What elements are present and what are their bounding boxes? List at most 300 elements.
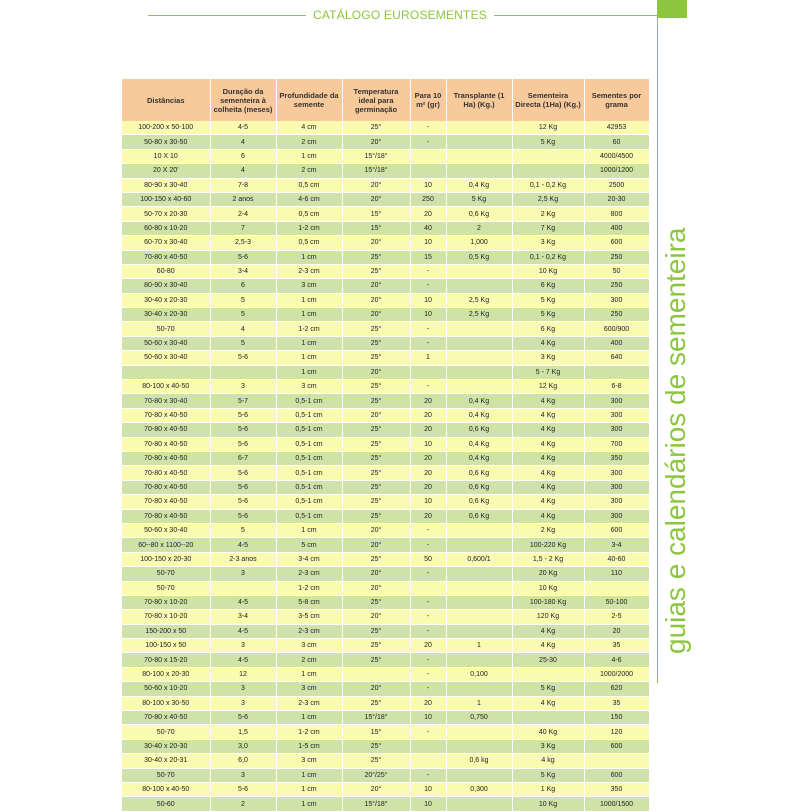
table-cell: 1-2 cm [276, 581, 342, 595]
table-cell: - [410, 653, 446, 667]
table-cell: 6 [210, 279, 276, 293]
table-cell: 600 [584, 739, 649, 753]
header-rule-right [494, 15, 657, 16]
table-cell: 70-80 x 40-50 [122, 451, 210, 465]
table-cell: - [410, 380, 446, 394]
table-row [122, 480, 649, 494]
table-cell: 600/900 [584, 322, 649, 336]
table-cell: 4 [210, 322, 276, 336]
table-row [122, 696, 649, 710]
table-cell: 6,0 [210, 754, 276, 768]
table-cell: 2 anos [210, 192, 276, 206]
table-cell: 3 Kg [512, 236, 584, 250]
table-cell: - [410, 322, 446, 336]
table-row [122, 121, 649, 135]
table-cell: 400 [584, 336, 649, 350]
table-cell [584, 365, 649, 379]
table-cell: 20° [342, 408, 410, 422]
table-cell: 25° [342, 595, 410, 609]
table-cell [446, 581, 512, 595]
table-row [122, 581, 649, 595]
table-cell: 20 [410, 423, 446, 437]
table-row [122, 595, 649, 609]
table-row [122, 192, 649, 206]
table-cell: 2,5 Kg [512, 192, 584, 206]
table-cell: 20 [410, 408, 446, 422]
table-cell [446, 380, 512, 394]
table-cell: 1 cm [276, 782, 342, 796]
table-cell: 20 [410, 394, 446, 408]
table-cell [410, 365, 446, 379]
table-cell: 0,5-1 cm [276, 466, 342, 480]
table-cell: 10 [410, 797, 446, 811]
table-cell: 30-40 x 20-30 [122, 739, 210, 753]
table-cell: 2,5-3 [210, 236, 276, 250]
col-header: Transplante (1 Ha) (Kg.) [446, 79, 512, 121]
table-cell [410, 164, 446, 178]
table-cell: 20 [410, 639, 446, 653]
table-cell: 0,6 kg [446, 754, 512, 768]
table-cell: 15 [410, 250, 446, 264]
table-cell: 60 [584, 135, 649, 149]
table-cell: 5 [210, 293, 276, 307]
table-cell: 0,5 Kg [446, 250, 512, 264]
table-cell: 25° [342, 754, 410, 768]
table-cell: 5 cm [276, 538, 342, 552]
table-cell: 0,1 - 0,2 Kg [512, 250, 584, 264]
table-cell: 350 [584, 451, 649, 465]
table-cell: 4-5 [210, 595, 276, 609]
table-cell: 1 cm [276, 768, 342, 782]
table-cell: 30-40 x 20-30 [122, 308, 210, 322]
table-cell: 50-70 [122, 581, 210, 595]
table-cell: 70-80 x 10-20 [122, 610, 210, 624]
table-cell: 80-100 x 40-50 [122, 782, 210, 796]
table-cell: 1,5 [210, 725, 276, 739]
col-header: Sementes por grama [584, 79, 649, 121]
table-cell: 20 [410, 696, 446, 710]
table-cell: 5-6 [210, 495, 276, 509]
table-row [122, 639, 649, 653]
table-cell: 4-5 [210, 121, 276, 135]
table-cell: 10 [410, 293, 446, 307]
table-cell [446, 365, 512, 379]
table-cell: 0,6 Kg [446, 509, 512, 523]
table-cell: 2,5 Kg [446, 308, 512, 322]
table-cell: 25° [342, 696, 410, 710]
table-cell: 3 cm [276, 279, 342, 293]
table-row [122, 408, 649, 422]
table-row [122, 149, 649, 163]
table-cell [512, 711, 584, 725]
table-cell: 300 [584, 480, 649, 494]
table-cell: 70-80 x 40-50 [122, 509, 210, 523]
table-cell: 25-30 [512, 653, 584, 667]
table-cell: 25° [342, 480, 410, 494]
table-row [122, 164, 649, 178]
table-row [122, 264, 649, 278]
table-cell: - [410, 538, 446, 552]
table-cell: 20° [342, 538, 410, 552]
table-cell: 300 [584, 293, 649, 307]
table-cell: 60-80 x 10-20 [122, 221, 210, 235]
table-cell: 25° [342, 552, 410, 566]
table-cell: 70-80 x 40-50 [122, 495, 210, 509]
table-cell: 1 cm [276, 308, 342, 322]
table-cell: - [410, 682, 446, 696]
table-cell: 0,4 Kg [446, 394, 512, 408]
table-cell: 0,1 - 0,2 Kg [512, 178, 584, 192]
table-cell: 100-150 x 50 [122, 639, 210, 653]
table-cell [446, 336, 512, 350]
table-cell: 5-6 [210, 782, 276, 796]
table-cell: 15° [342, 221, 410, 235]
table-cell: 25° [342, 394, 410, 408]
catalog-title: CATÁLOGO EUROSEMENTES [312, 8, 487, 22]
table-cell: 2-3 cm [276, 696, 342, 710]
table-cell [410, 739, 446, 753]
table-cell: - [410, 768, 446, 782]
table-cell: 4 Kg [512, 336, 584, 350]
table-row [122, 567, 649, 581]
table-cell: 60-70 x 30-40 [122, 236, 210, 250]
table-cell: 50-70 [122, 768, 210, 782]
table-cell: 20° [342, 682, 410, 696]
table-cell: 25° [342, 250, 410, 264]
table-cell: 20° [342, 581, 410, 595]
table-cell: 4 Kg [512, 696, 584, 710]
table-cell: 2 Kg [512, 523, 584, 537]
table-cell: 5-6 [210, 480, 276, 494]
table-cell: 6 Kg [512, 322, 584, 336]
table-row [122, 523, 649, 537]
table-cell: 4 Kg [512, 451, 584, 465]
table-row [122, 653, 649, 667]
table-cell: 250 [584, 308, 649, 322]
table-cell [210, 581, 276, 595]
table-cell: 70-80 x 40-50 [122, 250, 210, 264]
table-cell: 6 [210, 149, 276, 163]
table-cell: 42953 [584, 121, 649, 135]
table-cell: 0,5-1 cm [276, 408, 342, 422]
table-row [122, 336, 649, 350]
table-cell: 2 cm [276, 164, 342, 178]
table-cell: 50-100 [584, 595, 649, 609]
table-cell: 1000/1500 [584, 797, 649, 811]
table-cell: 20° [342, 293, 410, 307]
table-cell: 7-8 [210, 178, 276, 192]
side-tab [657, 0, 687, 18]
table-cell: 70-80 x 40-50 [122, 408, 210, 422]
table-cell: 15°/18° [342, 149, 410, 163]
table-cell: 0,5-1 cm [276, 423, 342, 437]
table-row [122, 797, 649, 811]
table-cell: 25° [342, 264, 410, 278]
table-cell [446, 279, 512, 293]
table-row [122, 624, 649, 638]
table-cell: 4 Kg [512, 437, 584, 451]
table-cell: 3 cm [276, 639, 342, 653]
table-row [122, 351, 649, 365]
table-cell: 35 [584, 696, 649, 710]
table-cell: 1 Kg [512, 782, 584, 796]
table-cell: 10 [410, 236, 446, 250]
table-cell: 4-5 [210, 624, 276, 638]
table-cell: 4 Kg [512, 480, 584, 494]
table-cell: 10 [410, 437, 446, 451]
table-cell: 3 [210, 639, 276, 653]
table-cell: 3 cm [276, 682, 342, 696]
table-cell: 1 cm [276, 797, 342, 811]
table-cell: - [410, 523, 446, 537]
table-row [122, 451, 649, 465]
table-cell: 0,100 [446, 667, 512, 681]
table-cell: 6-8 [584, 380, 649, 394]
table-cell: 15° [342, 725, 410, 739]
table-cell: 0,6 Kg [446, 466, 512, 480]
table-cell: 25° [342, 639, 410, 653]
table-cell: 120 Kg [512, 610, 584, 624]
table-cell: 100-150 x 20-30 [122, 552, 210, 566]
table-cell: 20° [342, 365, 410, 379]
table-cell: 4 kg [512, 754, 584, 768]
table-cell: 25° [342, 351, 410, 365]
table-cell: 1 cm [276, 523, 342, 537]
table-cell: 0,5-1 cm [276, 495, 342, 509]
table-cell: 5 Kg [512, 135, 584, 149]
table-cell [446, 567, 512, 581]
table-cell: - [410, 595, 446, 609]
table-cell: 25° [342, 437, 410, 451]
table-cell: 70-80 x 30-40 [122, 394, 210, 408]
col-header: Duração da sementeira à colheita (meses) [210, 79, 276, 121]
table-cell: 10 [410, 711, 446, 725]
table-cell: 20° [342, 192, 410, 206]
table-cell: 1 cm [276, 293, 342, 307]
table-cell [342, 667, 410, 681]
table-cell: 2 cm [276, 135, 342, 149]
table-cell: 0,6 Kg [446, 480, 512, 494]
table-row [122, 394, 649, 408]
table-cell: 0,300 [446, 782, 512, 796]
table-cell: 5 Kg [446, 192, 512, 206]
table-cell [446, 149, 512, 163]
table-row [122, 293, 649, 307]
table-cell: 2-5 [584, 610, 649, 624]
table-cell: 1 cm [276, 336, 342, 350]
table-cell: 0,4 Kg [446, 437, 512, 451]
table-cell: 3 cm [276, 754, 342, 768]
table-row [122, 437, 649, 451]
table-cell: - [410, 725, 446, 739]
col-header: Para 10 m² (gr) [410, 79, 446, 121]
table-cell: 2500 [584, 178, 649, 192]
table-cell: - [410, 667, 446, 681]
table-cell [122, 365, 210, 379]
table-cell: 1-2 cm [276, 322, 342, 336]
table-cell: 50-70 [122, 725, 210, 739]
table-cell: 4 Kg [512, 423, 584, 437]
table-cell [446, 523, 512, 537]
table-cell: 3 Kg [512, 351, 584, 365]
table-cell: 40 [410, 221, 446, 235]
table-cell: 20°/25° [342, 768, 410, 782]
table-cell: - [410, 279, 446, 293]
table-cell: 12 Kg [512, 121, 584, 135]
table-cell: 0,5 cm [276, 236, 342, 250]
table-cell: 20° [342, 782, 410, 796]
table-cell: 80-90 x 30-40 [122, 178, 210, 192]
table-cell: 2,5 Kg [446, 293, 512, 307]
table-cell: 40-60 [584, 552, 649, 566]
table-cell: 700 [584, 437, 649, 451]
table-cell: 3 [210, 696, 276, 710]
table-cell: 50-60 x 30-40 [122, 336, 210, 350]
table-cell: 25° [342, 451, 410, 465]
table-cell: 2 [446, 221, 512, 235]
table-cell: 60-80 [122, 264, 210, 278]
table-row [122, 279, 649, 293]
table-cell: 2-3 anos [210, 552, 276, 566]
table-cell: 20-30 [584, 192, 649, 206]
table-row [122, 768, 649, 782]
table-cell: 30-40 x 20-30 [122, 293, 210, 307]
table-cell: 0,5-1 cm [276, 480, 342, 494]
table-cell: 4-5 [210, 538, 276, 552]
table-cell: 3-4 cm [276, 552, 342, 566]
table-cell: 80-90 x 30-40 [122, 279, 210, 293]
table-cell: 300 [584, 495, 649, 509]
table-cell: 25° [342, 466, 410, 480]
table-cell: 20° [342, 610, 410, 624]
table-cell [446, 164, 512, 178]
table-cell: 4 Kg [512, 639, 584, 653]
table-cell: 110 [584, 567, 649, 581]
table-cell: 4 Kg [512, 624, 584, 638]
col-header: Distâncias [122, 79, 210, 121]
table-cell: 300 [584, 423, 649, 437]
table-cell: 5 Kg [512, 293, 584, 307]
table-cell [446, 610, 512, 624]
table-row [122, 495, 649, 509]
table-cell: 15° [342, 207, 410, 221]
table-row [122, 725, 649, 739]
table-row [122, 682, 649, 696]
table-cell: 25° [342, 495, 410, 509]
table-cell: 250 [410, 192, 446, 206]
table-cell: 10 Kg [512, 264, 584, 278]
table-cell: 150 [584, 711, 649, 725]
table-cell: 0,6 Kg [446, 495, 512, 509]
table-header-row [122, 79, 649, 121]
table-cell [410, 581, 446, 595]
table-cell [446, 538, 512, 552]
table-cell: 70-80 x 40-50 [122, 711, 210, 725]
table-cell: 2-4 [210, 207, 276, 221]
table-cell: 1,5 - 2 Kg [512, 552, 584, 566]
table-cell: 20° [342, 236, 410, 250]
table-cell [446, 682, 512, 696]
table-cell: 70-80 x 40-50 [122, 437, 210, 451]
table-cell: 20° [342, 523, 410, 537]
table-cell: 20 [410, 451, 446, 465]
table-cell: 50-60 x 10-20 [122, 682, 210, 696]
table-cell [446, 797, 512, 811]
table-row [122, 782, 649, 796]
table-cell [446, 739, 512, 753]
table-cell: 5-6 [210, 509, 276, 523]
table-cell: 5 [210, 308, 276, 322]
table-cell: - [410, 624, 446, 638]
table-cell: 1,000 [446, 236, 512, 250]
table-cell: 15°/18° [342, 797, 410, 811]
table-cell: 25° [342, 121, 410, 135]
table-cell: - [410, 135, 446, 149]
table-cell: 25° [342, 509, 410, 523]
table-cell: 3-4 [584, 538, 649, 552]
table-cell: 20 Kg [512, 567, 584, 581]
col-header: Sementeira Directa (1Ha) (Kg.) [512, 79, 584, 121]
table-cell: 1 [446, 696, 512, 710]
table-cell: 1 [446, 639, 512, 653]
table-cell: 15°/18° [342, 711, 410, 725]
table-cell: 50-60 x 30-40 [122, 351, 210, 365]
header-rule-left [148, 15, 306, 16]
table-cell: 25° [342, 624, 410, 638]
table-body [122, 121, 649, 811]
table-cell: 620 [584, 682, 649, 696]
table-cell: 20 [410, 480, 446, 494]
table-cell: 25° [342, 739, 410, 753]
table-cell: 600 [584, 768, 649, 782]
table-cell: 5-8 cm [276, 595, 342, 609]
table-cell: 2 cm [276, 653, 342, 667]
table-cell: 3 [210, 768, 276, 782]
table-cell: 3 Kg [512, 739, 584, 753]
table-cell: 10 [410, 308, 446, 322]
table-cell: 100-200 x 50-100 [122, 121, 210, 135]
table-cell: 20 [410, 207, 446, 221]
table-cell: 70-80 x 10-20 [122, 595, 210, 609]
table-cell: 0,750 [446, 711, 512, 725]
table-cell: 100-180 Kg [512, 595, 584, 609]
table-cell: - [410, 264, 446, 278]
table-cell: 1-2 cm [276, 725, 342, 739]
table-cell: 5-6 [210, 423, 276, 437]
table-cell: 4000/4500 [584, 149, 649, 163]
table-cell: 0,4 Kg [446, 178, 512, 192]
table-cell: 70-80 x 40-50 [122, 466, 210, 480]
table-cell: 1000/1200 [584, 164, 649, 178]
table-row [122, 538, 649, 552]
table-cell: 250 [584, 279, 649, 293]
table-cell: 800 [584, 207, 649, 221]
table-cell: 5-7 [210, 394, 276, 408]
table-cell: 50-80 x 30-50 [122, 135, 210, 149]
table-cell: 40 Kg [512, 725, 584, 739]
table-cell: 300 [584, 394, 649, 408]
table-cell [584, 581, 649, 595]
table-row [122, 739, 649, 753]
table-cell: 20° [342, 135, 410, 149]
table-cell: 120 [584, 725, 649, 739]
table-row [122, 754, 649, 768]
table-row [122, 552, 649, 566]
table-cell: 2-3 cm [276, 567, 342, 581]
table-cell [446, 264, 512, 278]
table-cell: 5 [210, 336, 276, 350]
table-cell: 20 X 20' [122, 164, 210, 178]
